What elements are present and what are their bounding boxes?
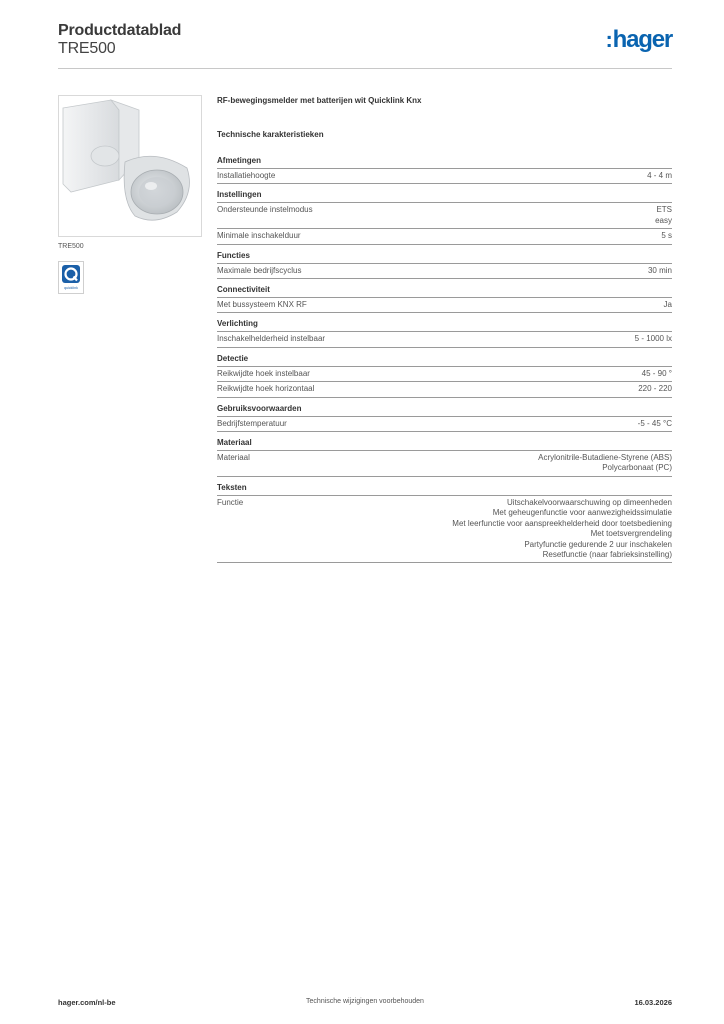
spec-value (250, 453, 672, 474)
spec-value-line: Resetfunctie (naar fabrieksinstelling) (542, 549, 672, 559)
logo-text: hager (612, 26, 672, 53)
spec-value-line: Uitschakelvoorwaarschuwing op dimeenheden (507, 497, 672, 507)
spec-value-line: 220 - 220 (638, 384, 672, 394)
spec-value-line: Met leerfunctie voor aanspreekhelderheid door toetsbediening (452, 518, 672, 528)
spec-category (217, 251, 672, 279)
spec-category (217, 438, 672, 477)
spec-label: Functie (217, 497, 244, 507)
spec-label: Met bussysteem KNX RF (217, 300, 307, 310)
hager-logo: :hager (605, 26, 672, 53)
category-title: Instellingen (217, 190, 672, 203)
spec-value-line: 4 - 4 m (647, 171, 672, 180)
spec-category (217, 285, 672, 313)
spec-value-line: ETS (656, 205, 672, 215)
spec-row (217, 382, 672, 397)
footer-disclaimer: Technische wijzigingen voorbehouden (306, 998, 424, 1005)
spec-value-line: Partyfunctie gedurende 2 uur inschakelen (524, 539, 672, 549)
footer-date: 16.03.2026 (634, 998, 672, 1007)
header-divider (58, 68, 672, 69)
spec-row (217, 417, 672, 432)
spec-row (217, 367, 672, 382)
spec-value-line: Met toetsvergrendeling (590, 529, 672, 539)
spec-value-line: 30 min (647, 265, 672, 275)
badge-label: quicklink (64, 286, 78, 290)
spec-value (313, 205, 672, 226)
category-title: Teksten (217, 483, 672, 496)
category-title: Verlichting (217, 319, 672, 332)
spec-value-line: easy (655, 215, 672, 225)
spec-value (301, 266, 672, 276)
spec-row (217, 298, 672, 313)
product-image (58, 95, 202, 237)
category-title: Functies (217, 251, 672, 264)
category-title: Connectiviteit (217, 285, 672, 298)
spec-value-line: 5 - 1000 lx (634, 334, 672, 344)
category-title: Gebruiksvoorwaarden (217, 404, 672, 417)
spec-value-line: Polycarbonaat (PC) (602, 463, 672, 473)
spec-value (307, 300, 672, 310)
spec-value (325, 334, 672, 344)
spec-label: Materiaal (217, 453, 250, 463)
spec-label: Bedrijfstemperatuur (217, 418, 287, 428)
section-title: Technische karakteristieken (217, 130, 324, 139)
document-title: Productdatablad (58, 22, 182, 39)
spec-row (217, 169, 672, 184)
spec-category (217, 190, 672, 244)
spec-value (310, 369, 672, 379)
spec-label: Inschakelhelderheid instelbaar (217, 334, 326, 344)
spec-category (217, 483, 672, 563)
page-header (58, 22, 672, 70)
spec-row (217, 229, 672, 244)
spec-categories (217, 156, 672, 563)
spec-value (243, 498, 672, 560)
image-caption: TRE500 (58, 243, 84, 250)
spec-row (217, 451, 672, 477)
spec-value-line: Met geheugenfunctie voor aanwezigheidssimulatie (492, 508, 672, 518)
spec-value-line: Acrylonitrile-Butadiene-Styrene (ABS) (538, 453, 672, 463)
spec-row (217, 203, 672, 229)
spec-value-line: 5 s (661, 231, 672, 241)
spec-category (217, 156, 672, 184)
category-title: Detectie (217, 354, 672, 367)
spec-label: Reikwijdte hoek instelbaar (217, 368, 310, 378)
spec-label: Ondersteunde instelmodus (217, 205, 313, 215)
spec-row (217, 496, 672, 563)
spec-row (217, 332, 672, 347)
specification-panel (217, 96, 672, 563)
spec-category (217, 319, 672, 347)
quicklink-badge (58, 261, 84, 294)
footer-website: hager.com/nl-be (58, 998, 116, 1007)
spec-value (314, 384, 672, 394)
spec-value (301, 231, 672, 241)
spec-row (217, 264, 672, 279)
spec-label: Maximale bedrijfscyclus (217, 265, 302, 275)
product-code: TRE500 (58, 40, 116, 57)
spec-label: Reikwijdte hoek horizontaal (217, 384, 315, 394)
spec-value-line: 45 - 90 ° (641, 368, 672, 378)
spec-value-line: -5 - 45 °C (637, 418, 672, 428)
spec-label: Minimale inschakelduur (217, 231, 301, 241)
category-title: Afmetingen (217, 156, 672, 169)
product-description: RF-bewegingsmelder met batterijen wit Quicklink Knx (217, 96, 422, 105)
category-title: Materiaal (217, 438, 672, 451)
spec-category (217, 404, 672, 432)
spec-value-line: Ja (663, 300, 672, 310)
spec-value (287, 419, 672, 429)
spec-label: Installatiehoogte (217, 171, 276, 180)
spec-category (217, 354, 672, 398)
spec-value (275, 171, 672, 181)
